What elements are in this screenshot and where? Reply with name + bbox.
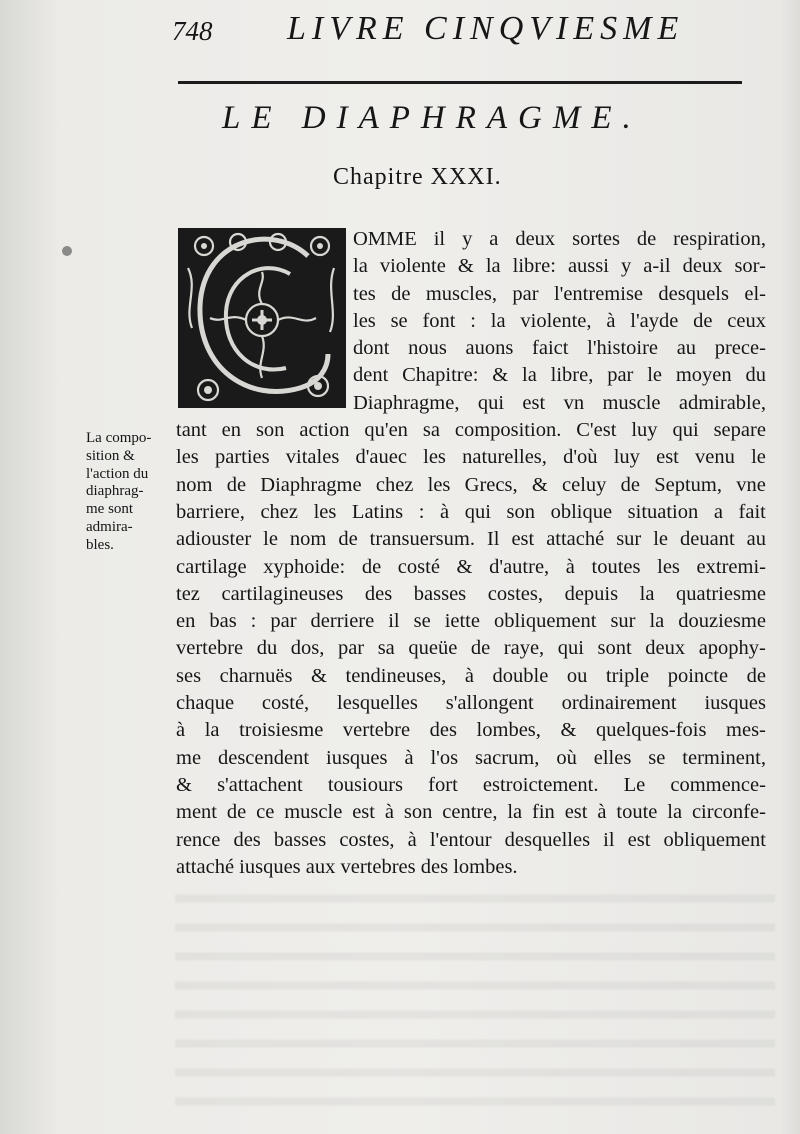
text-line: dont nous auons faict l'histoire au prece- [353,337,766,360]
text-line: cartilage xyphoide: de costé & d'autre, à toutes les extremi- [176,555,766,578]
margin-note-line: admira- [86,518,133,535]
text-line: tez cartilagineuses des basses costes, depuis la quatriesme [176,582,766,605]
header-rule [178,81,742,84]
text-line: nom de Diaphragme chez les Grecs, & celuy de Septum, vne [176,473,766,496]
text-line: vertebre du dos, par sa queüe de raye, qui sont deux apophy- [176,637,766,660]
margin-note-line: diaphrag- [86,483,144,500]
text-line: rence des basses costes, à l'entour desquelles il est obliquement [176,828,766,851]
text-line: Diaphragme, qui est vn muscle admirable, [353,391,766,414]
text-line: en bas : par derriere il se iette obliquement sur la douziesme [176,610,766,633]
page-number: 748 [172,16,213,46]
text-line: barriere, chez les Latins : à qui son oblique situation a fait [176,500,766,523]
text-line: les parties vitales d'auec les naturelles, d'où luy est venu le [176,446,766,469]
bleed-through-shadow [175,880,775,1120]
margin-note [86,430,172,555]
paper-spot [62,246,72,256]
text-line: dent Chapitre: & la libre, par le moyen du [353,364,766,387]
section-title: LE DIAPHRAGME. [222,100,642,136]
margin-note-line: me sont [86,501,134,518]
text-line: attaché iusques aux vertebres des lombes. [176,855,518,878]
text-line: OMME il y a deux sortes de respiration, [353,228,766,250]
running-title: LIVRE CINQVIESME [287,10,685,47]
margin-note-line: l'action du [86,465,149,482]
text-line: ment de ce muscle est à son centre, la fin est à toute la circonfe- [176,801,766,824]
chapter-title: Chapitre XXXI. [333,164,502,190]
text-line: tes de muscles, par l'entremise desquels el- [353,282,766,305]
margin-note-line: bles. [86,536,114,553]
margin-note-line: La compo- [86,430,152,446]
running-head [172,8,732,54]
text-line: la violente & la libre: aussi y a-il deux sor- [353,255,766,278]
text-line: à la troisiesme vertebre des lombes, & quelques-fois mes- [176,719,766,742]
text-line: adiouster le nom de transuersum. Il est attaché sur le deuant au [176,528,766,551]
margin-note-line: sition & [86,447,135,464]
text-line: les se font : la violente, à l'ayde de ceux [353,309,766,332]
chapter-body [176,226,766,881]
text-line: me descendent iusques à l'os sacrum, où elles se terminent, [176,746,766,769]
text-line: ses charnuës & tendineuses, à double ou triple poincte de [176,664,766,687]
text-line: & s'attachent tousiours fort estroictement. Le commence- [176,773,766,796]
text-line: chaque costé, lesquelles s'allongent ordinairement iusques [176,692,766,715]
text-line: tant en son action qu'en sa composition. C'est luy qui separe [176,419,766,442]
